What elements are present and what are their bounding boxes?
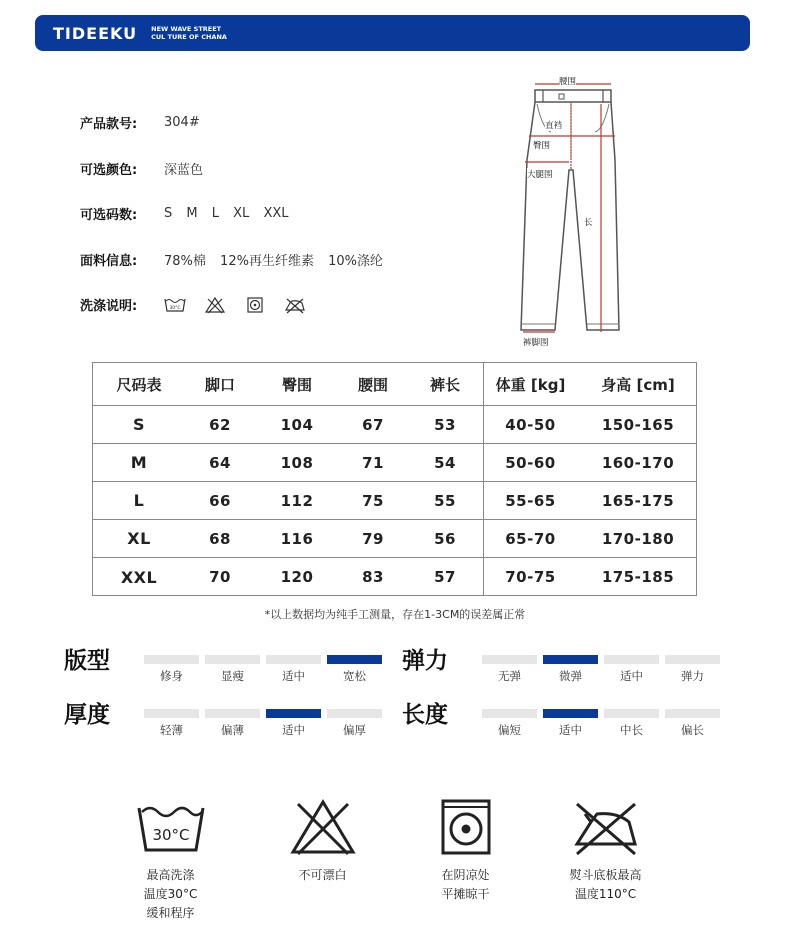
cell-weight: 70-75 [505, 568, 556, 586]
care-wash [123, 798, 218, 923]
table-row [93, 482, 696, 520]
scale-fit [64, 648, 388, 684]
pants-measurement-diagram [515, 70, 635, 355]
label-length: 长 [584, 218, 593, 228]
size-values [164, 206, 299, 221]
table-row [93, 558, 696, 596]
cell-waist: 67 [362, 415, 384, 434]
svg-text:30°C: 30°C [151, 826, 190, 844]
label-thigh: 大腿围 [527, 170, 553, 180]
brand-name: TIDEEKU [53, 23, 138, 43]
scale-bar [604, 655, 659, 664]
scale-bar [327, 655, 382, 664]
scale-option-label: 适中 [559, 723, 582, 737]
fabric-label: 面料信息: [80, 254, 138, 269]
care-iron-text: 熨斗底板最高 温度110°C [569, 868, 642, 901]
color-label: 可选颜色: [80, 163, 138, 178]
cell-size: S [132, 415, 146, 434]
size-option: L [211, 206, 220, 221]
wash-label: 洗涤说明: [80, 299, 138, 314]
header-waist: 腰围 [357, 375, 388, 394]
scale-option [482, 702, 537, 738]
header-length: 裤长 [429, 375, 460, 394]
tagline-line-1: NEW WAVE STREET [151, 25, 222, 33]
tagline-line-2: CUL TURE OF CHANA [151, 33, 227, 41]
table-row [93, 444, 696, 482]
cell-hem: 64 [209, 453, 231, 472]
header-weight: 体重 [kg] [495, 375, 566, 394]
scale-option-label: 弹力 [681, 669, 704, 683]
header-size: 尺码表 [116, 375, 162, 394]
label-rise: 直裆 [545, 121, 563, 131]
color-row [80, 159, 203, 178]
fabric-row [80, 250, 393, 269]
color-value: 深蓝色 [164, 163, 204, 178]
scale-option [205, 648, 260, 684]
table-row [93, 520, 696, 558]
size-chart-table [92, 362, 697, 596]
cell-weight: 65-70 [505, 529, 556, 548]
cell-hip: 120 [280, 568, 314, 586]
scale-title: 弹力 [402, 648, 448, 674]
scale-option [144, 648, 199, 684]
cell-waist: 83 [362, 568, 384, 586]
style-number-label: 产品款号: [80, 117, 138, 132]
table-row [93, 406, 696, 444]
cell-length: 54 [434, 453, 456, 472]
scale-option [604, 702, 659, 738]
care-iron [548, 798, 663, 904]
brand-banner [35, 15, 750, 51]
cell-waist: 71 [362, 453, 384, 472]
style-number-value: 304# [164, 115, 200, 130]
scale-option [144, 702, 199, 738]
scale-option-label: 偏长 [681, 723, 704, 737]
table-header [93, 363, 696, 406]
scale-option-label: 适中 [282, 723, 305, 737]
scale-option [665, 648, 720, 684]
scale-option [482, 648, 537, 684]
scale-bar [604, 709, 659, 718]
size-option: XXL [263, 206, 289, 221]
care-dry [418, 798, 513, 904]
cell-length: 56 [434, 529, 456, 548]
fabric-item: 12%再生纤维素 [220, 254, 314, 269]
scale-option-label: 无弹 [498, 669, 521, 683]
scale-option [543, 702, 598, 738]
scale-option-label: 适中 [620, 669, 643, 683]
iron-110-icon [571, 798, 641, 856]
scale-option-label: 轻薄 [160, 723, 183, 737]
no-bleach-icon [288, 798, 358, 856]
header-hip: 臀围 [281, 375, 312, 394]
cell-height: 170-180 [601, 529, 675, 548]
scale-bar [144, 655, 199, 664]
cell-hem: 70 [209, 568, 231, 586]
style-number-row [80, 113, 200, 132]
scale-option-label: 中长 [620, 723, 643, 737]
scale-bar [327, 709, 382, 718]
cell-weight: 50-60 [505, 453, 556, 472]
care-dry-text: 在阴凉处 平摊晾干 [441, 868, 490, 901]
size-row [80, 204, 299, 223]
header-height: 身高 [cm] [601, 375, 675, 394]
scale-option [543, 648, 598, 684]
size-option: XL [233, 206, 250, 221]
cell-size: XXL [120, 567, 158, 587]
fabric-item: 10%涤纶 [328, 254, 383, 269]
scale-bar [665, 655, 720, 664]
cell-hip: 108 [280, 453, 314, 472]
brand-tagline [151, 25, 227, 41]
scale-option [327, 648, 382, 684]
cell-hip: 116 [280, 529, 314, 548]
scale-option-label: 宽松 [343, 669, 366, 683]
scale-option-label: 偏薄 [221, 723, 244, 737]
scale-bar [482, 709, 537, 718]
care-wash-text: 最高洗涤 温度30°C 缓和程序 [143, 868, 198, 920]
scale-bar [205, 655, 260, 664]
scale-option [205, 702, 260, 738]
scale-bar [144, 709, 199, 718]
cell-height: 165-175 [601, 491, 675, 510]
size-option: M [186, 206, 198, 221]
dry-flat-shade-icon [431, 798, 501, 856]
cell-hip: 112 [280, 491, 314, 510]
label-hem: 裤脚围 [523, 338, 549, 348]
scale-option-label: 偏短 [498, 723, 521, 737]
label-hip: 臀围 [533, 141, 551, 151]
cell-hem: 68 [209, 529, 231, 548]
no-bleach-icon [204, 296, 226, 314]
cell-weight: 40-50 [505, 415, 556, 434]
scale-thickness [64, 702, 388, 738]
wash-30-icon [136, 798, 206, 856]
pants-outline-icon [515, 70, 635, 355]
scale-bar [543, 709, 598, 718]
svg-text:30°C: 30°C [169, 305, 181, 311]
cell-height: 175-185 [601, 568, 675, 586]
scale-bar [482, 655, 537, 664]
cell-waist: 75 [362, 491, 384, 510]
cell-size: L [133, 491, 145, 510]
fabric-values [164, 250, 393, 269]
size-option: S [164, 206, 173, 221]
header-hem: 脚口 [204, 375, 235, 394]
cell-height: 160-170 [601, 453, 675, 472]
dry-flat-shade-icon [244, 296, 266, 314]
scale-option-label: 显瘦 [221, 669, 244, 683]
scale-title: 厚度 [64, 702, 110, 728]
scale-bar [665, 709, 720, 718]
wash-icons-small [164, 296, 306, 314]
wash-row [80, 295, 306, 314]
cell-hem: 62 [209, 415, 231, 434]
care-no-bleach [275, 798, 370, 885]
scale-title: 版型 [64, 648, 110, 674]
scale-option [604, 648, 659, 684]
scale-length [402, 702, 726, 738]
wash-30-icon [164, 296, 186, 314]
size-label: 可选码数: [80, 208, 138, 223]
cell-hip: 104 [280, 415, 314, 434]
scale-title: 长度 [402, 702, 448, 728]
label-waist: 腰围 [559, 77, 577, 87]
scale-option-label: 修身 [160, 669, 183, 683]
scale-option [266, 702, 321, 738]
scale-option [266, 648, 321, 684]
care-instructions [0, 798, 790, 926]
fabric-item: 78%棉 [164, 254, 206, 269]
cell-size: XL [127, 529, 151, 548]
care-no-bleach-text: 不可漂白 [298, 868, 347, 882]
cell-waist: 79 [362, 529, 384, 548]
measurement-note: *以上数据均为纯手工测量，存在1-3CM的误差属正常 [264, 608, 526, 621]
scale-option [665, 702, 720, 738]
scale-option [327, 702, 382, 738]
cell-size: M [130, 453, 148, 472]
cell-length: 53 [434, 415, 456, 434]
scale-bar [266, 655, 321, 664]
scale-bar [205, 709, 260, 718]
scale-option-label: 偏厚 [343, 723, 366, 737]
cell-hem: 66 [209, 491, 231, 510]
scale-option-label: 适中 [282, 669, 305, 683]
scale-bar [266, 709, 321, 718]
scale-option-label: 微弹 [559, 669, 582, 683]
scale-bar [543, 655, 598, 664]
scale-elastic [402, 648, 726, 684]
cell-weight: 55-65 [505, 491, 556, 510]
iron-110-icon [284, 296, 306, 314]
cell-length: 55 [434, 491, 456, 510]
cell-length: 57 [434, 568, 456, 586]
cell-height: 150-165 [601, 415, 675, 434]
